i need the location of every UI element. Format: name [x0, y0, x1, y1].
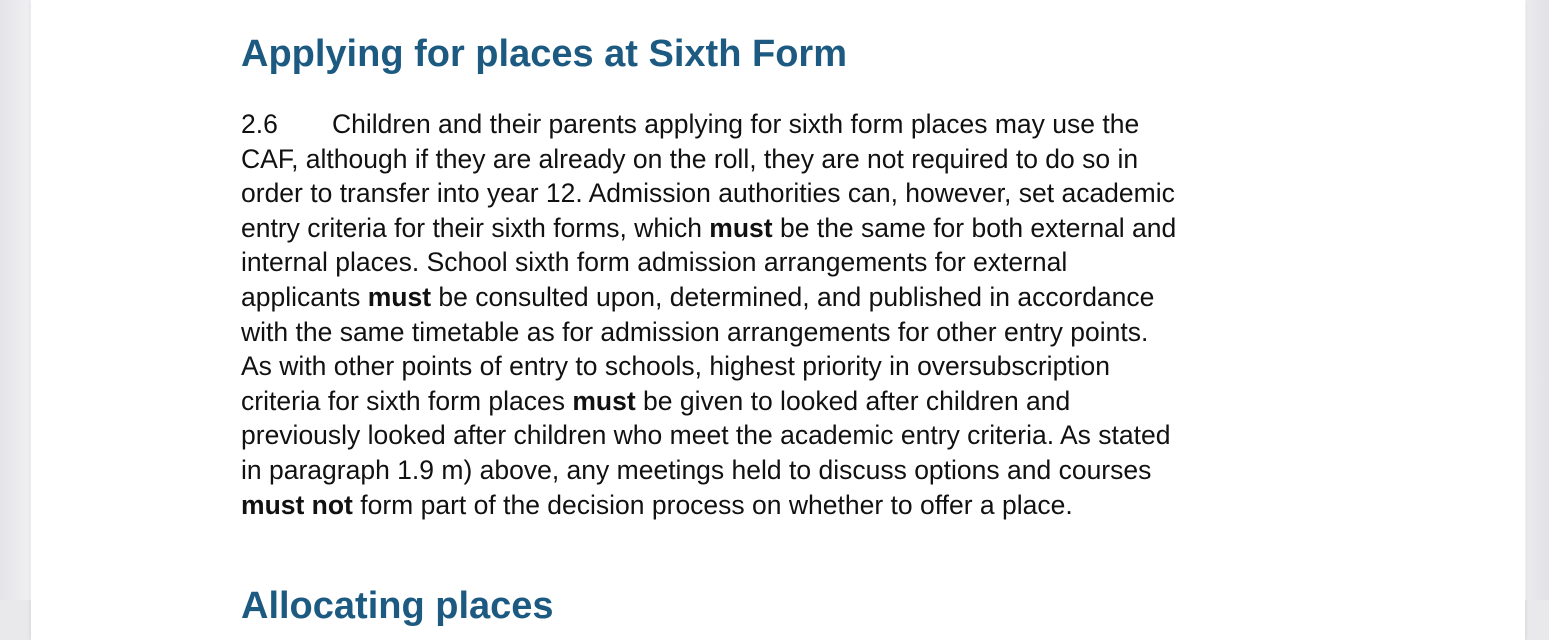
paragraph-line	[241, 453, 1176, 488]
body-text: entry criteria for their sixth forms, which	[241, 212, 710, 243]
document-page	[31, 0, 1525, 640]
paragraph-line	[241, 418, 1176, 453]
section-heading: Applying for places at Sixth Form	[241, 33, 847, 75]
paragraph-line	[241, 211, 1176, 246]
paragraph-2-6	[241, 107, 1176, 522]
emphasis-text: must	[572, 385, 636, 416]
paragraph-line	[241, 349, 1176, 384]
body-text: in paragraph 1.9 m) above, any meetings held to discuss options and courses	[241, 454, 1152, 485]
paragraph-line	[241, 176, 1176, 211]
paragraph-line	[241, 315, 1176, 350]
emphasis-text: must	[709, 212, 773, 243]
next-section-heading: Allocating places	[241, 585, 554, 627]
body-text: with the same timetable as for admission arrangements for other entry points.	[241, 316, 1149, 347]
body-text: applicants	[241, 281, 368, 312]
paragraph-line	[241, 384, 1176, 419]
body-text: form part of the decision process on whether to offer a place.	[352, 489, 1073, 520]
body-text: be given to looked after children and	[635, 385, 1071, 416]
paragraph-line	[241, 280, 1176, 315]
body-text: criteria for sixth form places	[241, 385, 573, 416]
emphasis-text: must	[367, 281, 432, 312]
body-text: Children and their parents applying for sixth form places may use the	[332, 109, 1140, 139]
body-text: be consulted upon, determined, and published in accordance	[431, 281, 1155, 312]
body-text: CAF, although if they are already on the roll, they are not required to do so in	[241, 143, 1139, 174]
emphasis-text: must not	[241, 489, 353, 520]
body-text: internal places. School sixth form admission arrangements for external	[241, 247, 1068, 278]
paragraph-line	[241, 107, 1176, 142]
paragraph-line	[241, 245, 1176, 280]
body-text: previously looked after children who meet the academic entry criteria. As stated	[241, 420, 1171, 451]
body-text: be the same for both external and	[772, 212, 1177, 243]
body-text: As with other points of entry to schools, highest priority in oversubscription	[241, 351, 1111, 382]
paragraph-number: 2.6	[241, 109, 278, 139]
paragraph-line	[241, 488, 1176, 523]
paragraph-line	[241, 142, 1176, 177]
body-text: order to transfer into year 12. Admission authorities can, however, set academic	[241, 178, 1175, 209]
